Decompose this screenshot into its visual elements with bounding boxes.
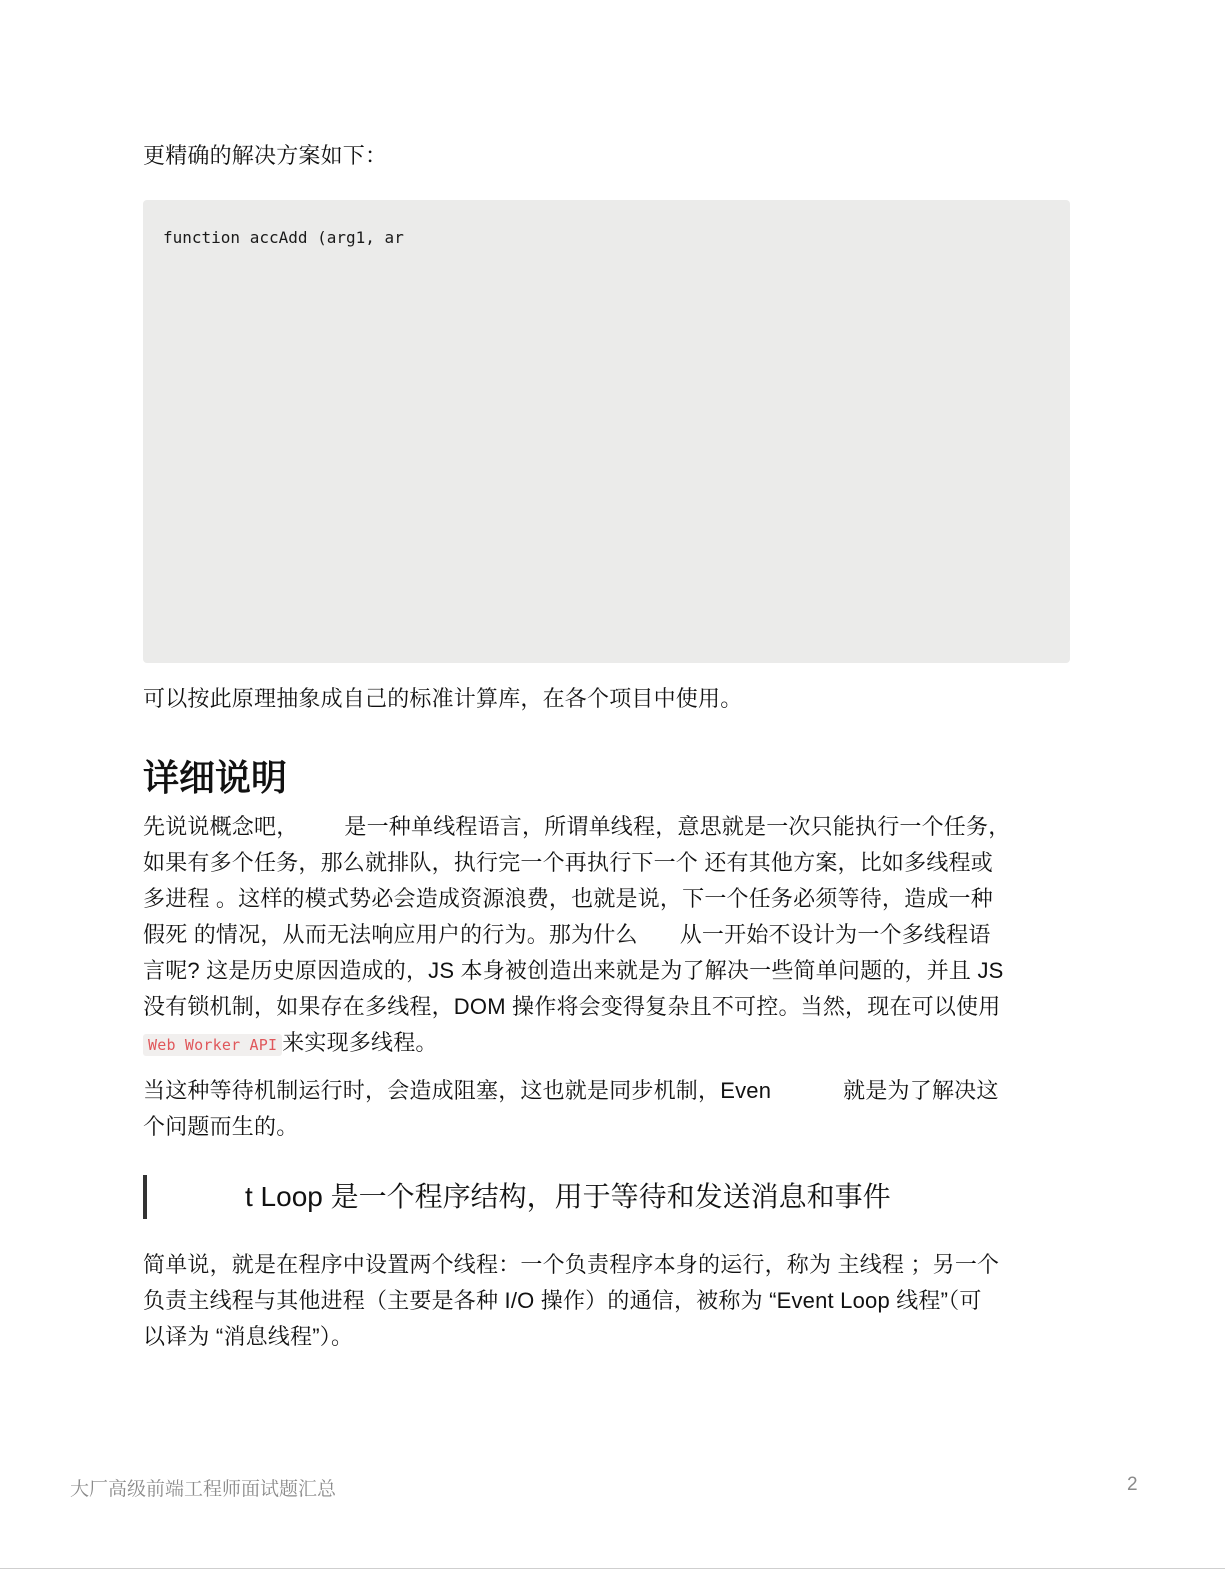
blocking-line-1a: 当这种等待机制运行时，会造成阻塞，这也就是同步机制，Even — [143, 1078, 772, 1103]
blockquote: t Loop 是一个程序结构，用于等待和发送消息和事件 — [143, 1175, 1070, 1219]
code-line: function accAdd (arg1, ar — [163, 228, 404, 247]
concept-line-2: 如果有多个任务，那么就排队，执行完一个再执行下一个 还有其他方案，比如多线程或 — [143, 850, 993, 875]
footer-document-title: 大厂高级前端工程师面试题汇总 — [70, 1479, 337, 1500]
event-loop-paragraph — [143, 1247, 1070, 1355]
concept-line-5: 言呢? 这是历史原因造成的，JS 本身被创造出来就是为了解决一些简单问题的，并且 JS — [143, 958, 1004, 983]
blocking-paragraph — [143, 1073, 1070, 1145]
event-loop-line-2: 负责主线程与其他进程（主要是各种 I/O 操作）的通信，被称为 “Event Loop 线程”（可 — [143, 1288, 982, 1313]
code-block — [143, 200, 1070, 663]
concept-line-4a: 假死 的情况，从而无法响应用户的行为。那为什么 — [143, 922, 638, 947]
document-content — [143, 138, 1070, 1355]
blocking-line-2: 个问题而生的。 — [143, 1114, 299, 1139]
concept-line-1a: 先说说概念吧， — [143, 814, 299, 839]
page-bottom-edge — [0, 1568, 1225, 1586]
concept-line-7: 来实现多线程。 — [282, 1030, 438, 1055]
concept-line-1b: 是一种单线程语言，所谓单线程，意思就是一次只能执行一个任务， — [344, 814, 1011, 839]
concept-line-3: 多进程 。这样的模式势必会造成资源浪费，也就是说，下一个任务必须等待，造成一种 — [143, 886, 993, 911]
blocking-line-1b: 就是为了解决这 — [843, 1078, 999, 1103]
inline-code-web-worker: Web Worker API — [143, 1034, 282, 1056]
event-loop-line-1: 简单说，就是在程序中设置两个线程：一个负责程序本身的运行，称为 主线程 ；另一个 — [143, 1252, 1000, 1277]
section-title: 详细说明 — [143, 757, 288, 798]
intro-paragraph: 更精确的解决方案如下： — [143, 143, 388, 168]
concept-line-6: 没有锁机制，如果存在多线程，DOM 操作将会变得复杂且不可控。当然，现在可以使用 — [143, 994, 1001, 1019]
concept-paragraph — [143, 809, 1070, 1063]
footer-page-number: 2 — [1127, 1474, 1138, 1495]
after-code-paragraph: 可以按此原理抽象成自己的标准计算库，在各个项目中使用。 — [143, 686, 743, 711]
event-loop-line-3: 以译为 “消息线程”）。 — [143, 1324, 354, 1349]
concept-line-4b: 从一开始不设计为一个多线程语 — [679, 922, 991, 947]
